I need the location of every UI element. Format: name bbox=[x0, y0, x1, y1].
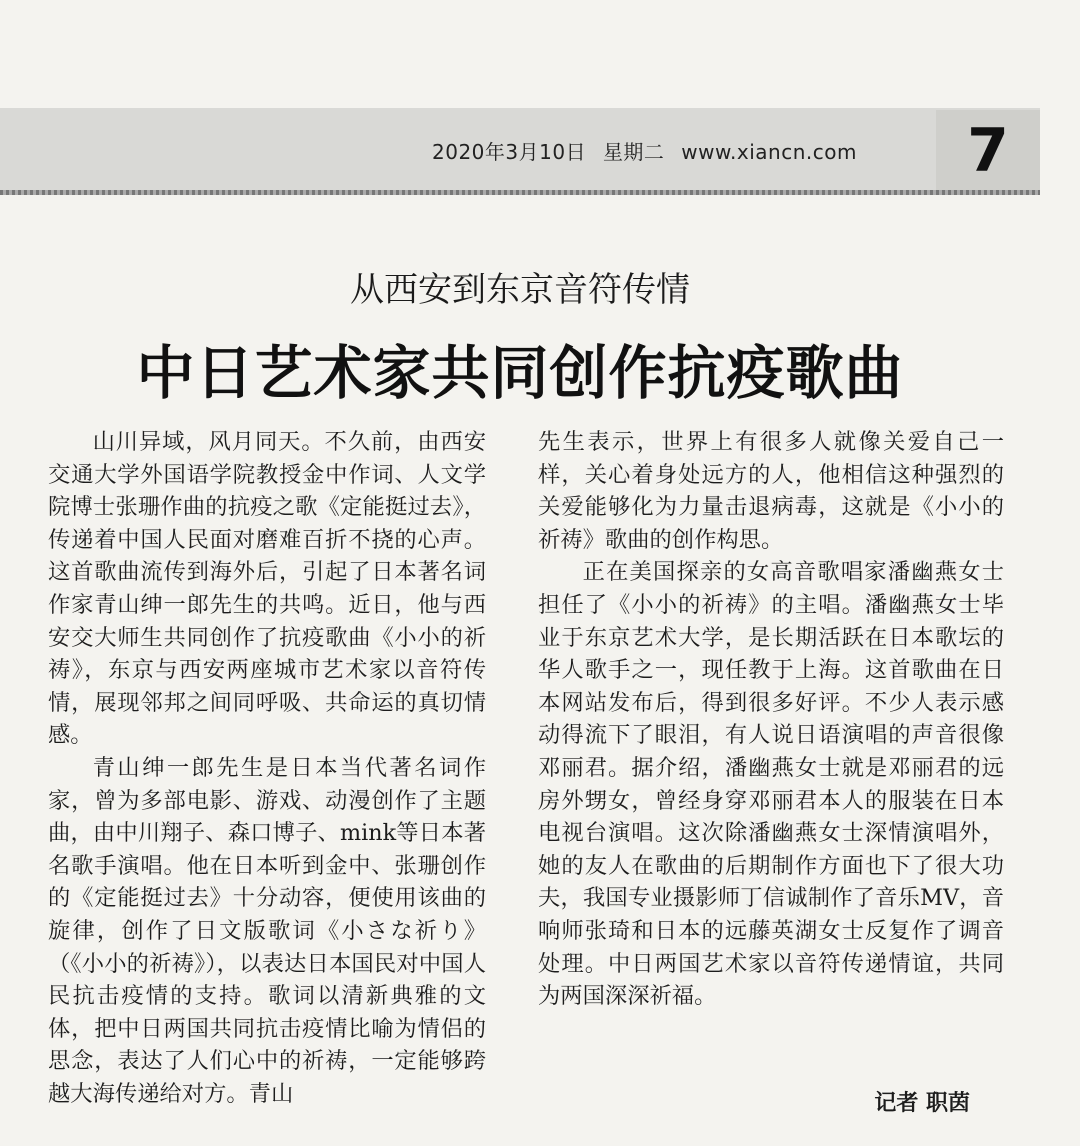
issue-date: 2020年3月10日 bbox=[432, 140, 587, 164]
article-subtitle: 从西安到东京音符传情 bbox=[350, 270, 690, 310]
paragraph: 山川异域，风月同天。不久前，由西安交通大学外国语学院教授金中作词、人文学院博士张珊作曲的抗疫之歌《定能挺过去》，传递着中国人民面对磨难百折不挠的心声。这首歌曲流传到海外后，引起了日本著名词作家青山绅一郎先生的共鸣。近日，他与西安交大师生共同创作了抗疫歌曲《小小的祈祷》，东京与西安两座城市艺术家以音符传情，展现邻邦之间同呼吸、共命运的真切情感。 bbox=[48, 429, 486, 749]
page-header bbox=[432, 136, 867, 165]
issue-weekday: 星期二 bbox=[602, 140, 665, 164]
article-column-left bbox=[48, 426, 486, 1110]
article-title: 中日艺术家共同创作抗疫歌曲 bbox=[136, 339, 904, 407]
header-divider bbox=[0, 190, 1040, 195]
page-number: 7 bbox=[936, 110, 1040, 192]
byline: 记者 职茵 bbox=[874, 1091, 970, 1116]
article-column-right bbox=[538, 426, 1004, 1013]
paragraph: 正在美国探亲的女高音歌唱家潘幽燕女士担任了《小小的祈祷》的主唱。潘幽燕女士毕业于东京艺术大学，是长期活跃在日本歌坛的华人歌手之一，现任教于上海。这首歌曲在日本网站发布后，得到很多好评。不少人表示感动得流下了眼泪，有人说日语演唱的声音很像邓丽君。据介绍，潘幽燕女士就是邓丽君的远房外甥女，曾经身穿邓丽君本人的服装在日本电视台演唱。这次除潘幽燕女士深情演唱外，她的友人在歌曲的后期制作方面也下了很大功夫，我国专业摄影师丁信诚制作了音乐MV，音响师张琦和日本的远藤英湖女士反复作了调音处理。中日两国艺术家以音符传递情谊，共同为两国深深祈福。 bbox=[538, 559, 1004, 1010]
paragraph: 先生表示，世界上有很多人就像关爱自己一样，关心着身处远方的人，他相信这种强烈的关爱能够化为力量击退病毒，这就是《小小的祈祷》歌曲的创作构思。 bbox=[538, 429, 1004, 553]
website-url: www.xiancn.com bbox=[681, 140, 857, 164]
paragraph: 青山绅一郎先生是日本当代著名词作家，曾为多部电影、游戏、动漫创作了主题曲，由中川翔子、森口博子、mink等日本著名歌手演唱。他在日本听到金中、张珊创作的《定能挺过去》十分动容，便使用该曲的旋律，创作了日文版歌词《小さな祈り》（《小小的祈祷》），以表达日本国民对中国人民抗击疫情的支持。歌词以清新典雅的文体，把中日两国共同抗击疫情比喻为情侣的思念，表达了人们心中的祈祷，一定能够跨越大海传递给对方。青山 bbox=[48, 754, 486, 1107]
